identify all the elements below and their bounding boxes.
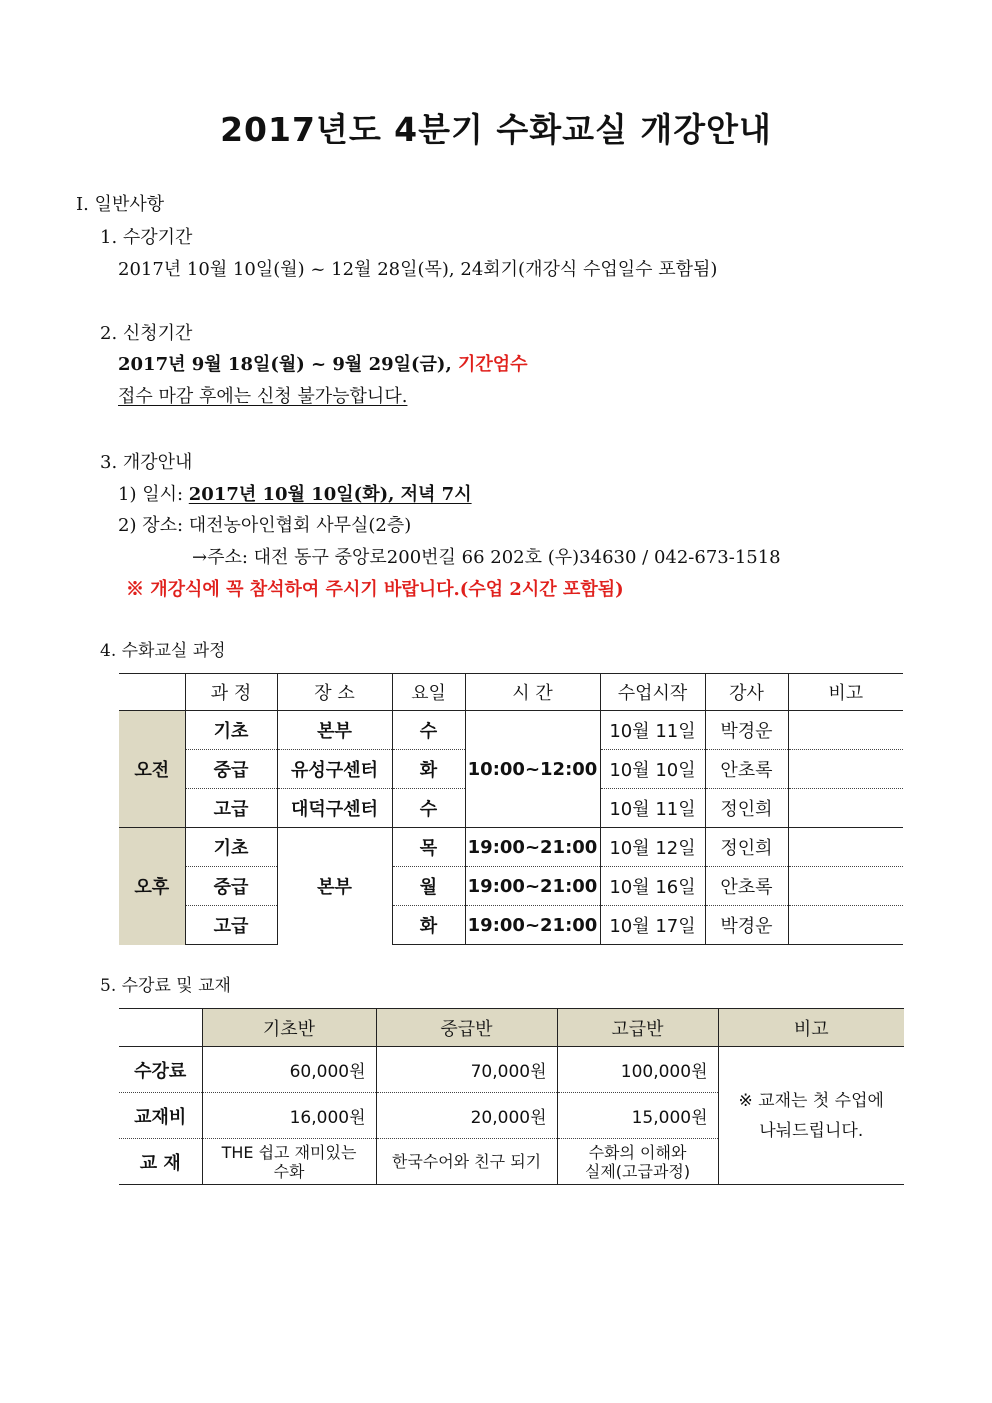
table-row bbox=[119, 828, 903, 867]
course-name: 고급 bbox=[185, 789, 277, 828]
course-name: 기초 bbox=[185, 711, 277, 750]
fee-header-note: 비고 bbox=[718, 1009, 904, 1047]
course-place: 유성구센터 bbox=[277, 750, 392, 789]
header-day: 요일 bbox=[392, 674, 465, 711]
fee-note-line2: 나눠드립니다. bbox=[759, 1120, 864, 1141]
application-dates-text: 2017년 9월 18일(월) ~ 9월 29일(금), bbox=[118, 354, 452, 375]
book-advanced-line2: 실제(고급과정) bbox=[584, 1161, 691, 1181]
course-time: 19:00~21:00 bbox=[465, 828, 600, 867]
header-start: 수업시작 bbox=[600, 674, 705, 711]
course-name: 중급 bbox=[185, 867, 277, 906]
opening-place: 2) 장소: 대전농아인협회 사무실(2층) bbox=[118, 515, 412, 536]
header-course: 과 정 bbox=[185, 674, 277, 711]
afternoon-place: 본부 bbox=[277, 828, 392, 945]
opening-date bbox=[118, 483, 472, 507]
course-note bbox=[788, 906, 903, 945]
opening-address: →주소: 대전 동구 중앙로200번길 66 202호 (우)34630 / 042-673-1518 bbox=[192, 547, 781, 568]
fee-advanced: 100,000원 bbox=[557, 1047, 718, 1093]
book-intermediate: 한국수어와 친구 되기 bbox=[376, 1139, 557, 1185]
fee-row-label: 수강료 bbox=[134, 1060, 187, 1082]
bookfee-row-label: 교재비 bbox=[119, 1093, 202, 1139]
table-row bbox=[119, 1047, 904, 1093]
course-note bbox=[788, 867, 903, 906]
course-start: 10월 11일 bbox=[600, 789, 705, 828]
bookfee-advanced: 15,000원 bbox=[557, 1093, 718, 1139]
course-day: 화 bbox=[392, 750, 465, 789]
section-general: Ⅰ. 일반사항 bbox=[76, 194, 165, 215]
course-place: 본부 bbox=[277, 711, 392, 750]
course-day: 월 bbox=[392, 867, 465, 906]
fee-intermediate: 70,000원 bbox=[376, 1047, 557, 1093]
fee-note-line1: ※ 교재는 첫 수업에 bbox=[738, 1090, 884, 1111]
book-advanced bbox=[557, 1139, 718, 1185]
course-start: 10월 17일 bbox=[600, 906, 705, 945]
header-time: 시 간 bbox=[465, 674, 600, 711]
fee-header-basic: 기초반 bbox=[202, 1009, 376, 1047]
course-teacher: 박경운 bbox=[705, 906, 788, 945]
course-note bbox=[788, 750, 903, 789]
opening-notice: ※ 개강식에 꼭 참석하여 주시기 바랍니다.(수업 2시간 포함됨) bbox=[126, 579, 624, 600]
book-row-label: 교 재 bbox=[119, 1139, 202, 1185]
bookfee-basic: 16,000원 bbox=[202, 1093, 376, 1139]
course-day: 화 bbox=[392, 906, 465, 945]
bookfee-intermediate: 20,000원 bbox=[376, 1093, 557, 1139]
course-start: 10월 12일 bbox=[600, 828, 705, 867]
course-start: 10월 16일 bbox=[600, 867, 705, 906]
opening-date-value: 2017년 10월 10일(화), 저녁 7시 bbox=[188, 484, 472, 505]
morning-time: 10:00~12:00 bbox=[465, 711, 600, 828]
morning-label: 오전 bbox=[119, 711, 185, 828]
course-note bbox=[788, 828, 903, 867]
header-blank bbox=[119, 674, 185, 711]
opening-date-label: 1) 일시: bbox=[118, 484, 184, 505]
fee-table-header bbox=[119, 1009, 904, 1047]
course-place: 대덕구센터 bbox=[277, 789, 392, 828]
book-advanced-line1: 수화의 이해와 bbox=[588, 1142, 687, 1162]
course-note bbox=[788, 711, 903, 750]
heading-courses: 4. 수화교실 과정 bbox=[100, 641, 226, 661]
table-row bbox=[119, 867, 903, 906]
header-note: 비고 bbox=[788, 674, 903, 711]
heading-period: 1. 수강기간 bbox=[100, 227, 193, 248]
fee-table bbox=[119, 1008, 904, 1185]
fee-header-blank bbox=[119, 1009, 202, 1047]
book-basic bbox=[202, 1139, 376, 1185]
course-time: 19:00~21:00 bbox=[465, 867, 600, 906]
course-name: 중급 bbox=[185, 750, 277, 789]
page-title: 2017년도 4분기 수화교실 개강안내 bbox=[220, 110, 772, 149]
course-name: 고급 bbox=[185, 906, 277, 945]
header-place: 장 소 bbox=[277, 674, 392, 711]
course-teacher: 안초록 bbox=[705, 867, 788, 906]
table-row bbox=[119, 711, 903, 750]
table-row bbox=[119, 906, 903, 945]
course-start: 10월 10일 bbox=[600, 750, 705, 789]
course-table-header bbox=[119, 674, 903, 711]
course-day: 수 bbox=[392, 789, 465, 828]
course-teacher: 안초록 bbox=[705, 750, 788, 789]
course-teacher: 정인희 bbox=[705, 789, 788, 828]
fee-header-intermediate: 중급반 bbox=[376, 1009, 557, 1047]
course-start: 10월 11일 bbox=[600, 711, 705, 750]
book-basic-line2: 수화 bbox=[273, 1161, 305, 1181]
course-day: 목 bbox=[392, 828, 465, 867]
heading-opening: 3. 개강안내 bbox=[100, 452, 193, 473]
course-day: 수 bbox=[392, 711, 465, 750]
header-teacher: 강사 bbox=[705, 674, 788, 711]
fee-note bbox=[718, 1047, 904, 1185]
afternoon-label: 오후 bbox=[119, 828, 185, 945]
course-name: 기초 bbox=[185, 828, 277, 867]
application-dates bbox=[118, 353, 528, 377]
book-basic-line1: THE 쉽고 재미있는 bbox=[221, 1142, 357, 1162]
course-teacher: 정인희 bbox=[705, 828, 788, 867]
course-note bbox=[788, 789, 903, 828]
fee-basic: 60,000원 bbox=[202, 1047, 376, 1093]
fee-header-advanced: 고급반 bbox=[557, 1009, 718, 1047]
course-teacher: 박경운 bbox=[705, 711, 788, 750]
application-note: 접수 마감 후에는 신청 불가능합니다. bbox=[118, 386, 408, 407]
strict-deadline-text: 기간엄수 bbox=[458, 354, 528, 375]
course-table bbox=[119, 673, 903, 945]
heading-fees: 5. 수강료 및 교재 bbox=[100, 976, 231, 996]
heading-application: 2. 신청기간 bbox=[100, 323, 193, 344]
course-period-text: 2017년 10월 10일(월) ~ 12월 28일(목), 24회기(개강식 수업일수 포함됨) bbox=[118, 259, 718, 280]
course-time: 19:00~21:00 bbox=[465, 906, 600, 945]
